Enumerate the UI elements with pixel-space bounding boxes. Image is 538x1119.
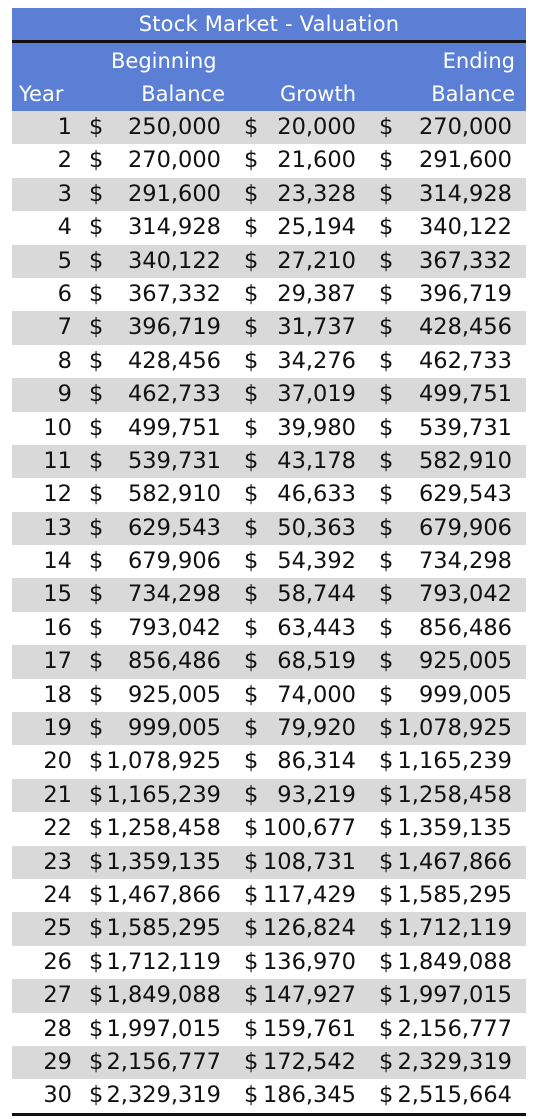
year-cell: 20 — [43, 748, 72, 775]
table-row — [12, 445, 526, 478]
year-cell: 17 — [43, 648, 72, 675]
beginning-currency-symbol: $ — [89, 447, 104, 474]
ending-balance-cell: 1,585,295 — [397, 881, 512, 908]
ending-currency-symbol: $ — [379, 715, 394, 742]
ending-currency-symbol: $ — [379, 180, 394, 207]
growth-cell: 108,731 — [262, 848, 356, 875]
beginning-currency-symbol: $ — [89, 848, 104, 875]
beginning-currency-symbol: $ — [89, 581, 104, 608]
growth-currency-symbol: $ — [244, 581, 259, 608]
table-row — [12, 512, 526, 545]
year-cell: 8 — [57, 347, 72, 374]
table-row — [12, 378, 526, 411]
year-cell: 18 — [43, 681, 72, 708]
beginning-currency-symbol: $ — [89, 948, 104, 975]
header-ending-bottom: Balance — [431, 82, 515, 106]
growth-cell: 25,194 — [277, 214, 356, 241]
beginning-balance-cell: 1,258,458 — [106, 815, 221, 842]
growth-cell: 20,000 — [277, 114, 356, 140]
growth-currency-symbol: $ — [244, 948, 259, 975]
growth-currency-symbol: $ — [244, 681, 259, 708]
growth-currency-symbol: $ — [244, 114, 259, 140]
ending-currency-symbol: $ — [379, 514, 394, 541]
growth-cell: 159,761 — [262, 1015, 356, 1042]
table-row — [12, 912, 526, 945]
table-row — [12, 745, 526, 778]
ending-balance-cell: 499,751 — [418, 381, 512, 408]
growth-currency-symbol: $ — [244, 147, 259, 174]
beginning-balance-cell: 856,486 — [127, 648, 221, 675]
beginning-currency-symbol: $ — [89, 481, 104, 508]
table-row — [12, 144, 526, 177]
beginning-balance-cell: 2,156,777 — [106, 1048, 221, 1075]
year-cell: 26 — [43, 948, 72, 975]
ending-currency-symbol: $ — [379, 915, 394, 942]
bottom-divider — [12, 1113, 526, 1116]
header-year: Year — [19, 82, 64, 106]
year-cell: 1 — [57, 114, 72, 140]
growth-currency-symbol: $ — [244, 514, 259, 541]
ending-balance-cell: 925,005 — [418, 648, 512, 675]
table-row — [12, 712, 526, 745]
ending-currency-symbol: $ — [379, 1015, 394, 1042]
growth-currency-symbol: $ — [244, 614, 259, 641]
ending-currency-symbol: $ — [379, 948, 394, 975]
year-cell: 13 — [43, 514, 72, 541]
ending-balance-cell: 2,156,777 — [397, 1015, 512, 1042]
beginning-balance-cell: 679,906 — [127, 548, 221, 575]
ending-balance-cell: 1,359,135 — [397, 815, 512, 842]
table-row — [12, 645, 526, 678]
growth-cell: 21,600 — [277, 147, 356, 174]
ending-balance-cell: 629,543 — [418, 481, 512, 508]
ending-currency-symbol: $ — [379, 815, 394, 842]
beginning-balance-cell: 925,005 — [127, 681, 221, 708]
beginning-balance-cell: 2,329,319 — [106, 1082, 221, 1109]
ending-currency-symbol: $ — [379, 314, 394, 341]
ending-currency-symbol: $ — [379, 447, 394, 474]
ending-balance-cell: 291,600 — [418, 147, 512, 174]
table-row — [12, 111, 526, 144]
beginning-balance-cell: 250,000 — [127, 114, 221, 140]
ending-currency-symbol: $ — [379, 114, 394, 140]
growth-cell: 172,542 — [262, 1048, 356, 1075]
growth-cell: 50,363 — [277, 514, 356, 541]
ending-currency-symbol: $ — [379, 147, 394, 174]
beginning-balance-cell: 1,712,119 — [106, 948, 221, 975]
table-row — [12, 412, 526, 445]
beginning-balance-cell: 999,005 — [127, 715, 221, 742]
ending-balance-cell: 270,000 — [418, 114, 512, 140]
table-row — [12, 478, 526, 511]
beginning-balance-cell: 1,078,925 — [106, 748, 221, 775]
table-row — [12, 812, 526, 845]
beginning-currency-symbol: $ — [89, 715, 104, 742]
beginning-currency-symbol: $ — [89, 414, 104, 441]
ending-balance-cell: 856,486 — [418, 614, 512, 641]
growth-currency-symbol: $ — [244, 815, 259, 842]
beginning-balance-cell: 1,997,015 — [106, 1015, 221, 1042]
table-row — [12, 1013, 526, 1046]
beginning-currency-symbol: $ — [89, 881, 104, 908]
beginning-currency-symbol: $ — [89, 280, 104, 307]
growth-currency-symbol: $ — [244, 848, 259, 875]
beginning-currency-symbol: $ — [89, 1048, 104, 1075]
ending-currency-symbol: $ — [379, 614, 394, 641]
growth-cell: 54,392 — [277, 548, 356, 575]
header-growth: Growth — [280, 82, 357, 106]
year-cell: 4 — [57, 214, 72, 241]
ending-balance-cell: 539,731 — [418, 414, 512, 441]
growth-cell: 86,314 — [277, 748, 356, 775]
column-header-band — [12, 43, 526, 111]
table-row — [12, 1079, 526, 1112]
growth-cell: 93,219 — [277, 781, 356, 808]
ending-currency-symbol: $ — [379, 781, 394, 808]
table-row — [12, 1046, 526, 1079]
ending-currency-symbol: $ — [379, 1048, 394, 1075]
table-row — [12, 679, 526, 712]
beginning-balance-cell: 428,456 — [127, 347, 221, 374]
growth-currency-symbol: $ — [244, 414, 259, 441]
year-cell: 23 — [43, 848, 72, 875]
ending-currency-symbol: $ — [379, 1082, 394, 1109]
beginning-currency-symbol: $ — [89, 114, 104, 140]
ending-balance-cell: 428,456 — [418, 314, 512, 341]
ending-currency-symbol: $ — [379, 648, 394, 675]
beginning-currency-symbol: $ — [89, 147, 104, 174]
beginning-balance-cell: 793,042 — [127, 614, 221, 641]
growth-cell: 27,210 — [277, 247, 356, 274]
growth-currency-symbol: $ — [244, 180, 259, 207]
growth-cell: 29,387 — [277, 280, 356, 307]
growth-currency-symbol: $ — [244, 214, 259, 241]
beginning-balance-cell: 1,359,135 — [106, 848, 221, 875]
year-cell: 24 — [43, 881, 72, 908]
beginning-currency-symbol: $ — [89, 1015, 104, 1042]
year-cell: 12 — [43, 481, 72, 508]
beginning-currency-symbol: $ — [89, 815, 104, 842]
table-row — [12, 545, 526, 578]
header-beginning-top: Beginning — [111, 49, 217, 73]
beginning-balance-cell: 340,122 — [127, 247, 221, 274]
beginning-currency-symbol: $ — [89, 180, 104, 207]
beginning-balance-cell: 314,928 — [127, 214, 221, 241]
growth-cell: 43,178 — [277, 447, 356, 474]
ending-currency-symbol: $ — [379, 681, 394, 708]
table-title: Stock Market - Valuation — [12, 8, 526, 40]
ending-currency-symbol: $ — [379, 548, 394, 575]
ending-balance-cell: 2,515,664 — [397, 1082, 512, 1109]
year-cell: 27 — [43, 982, 72, 1009]
table-row — [12, 979, 526, 1012]
ending-currency-symbol: $ — [379, 280, 394, 307]
ending-balance-cell: 999,005 — [418, 681, 512, 708]
ending-balance-cell: 396,719 — [418, 280, 512, 307]
growth-currency-symbol: $ — [244, 915, 259, 942]
growth-currency-symbol: $ — [244, 1015, 259, 1042]
year-cell: 28 — [43, 1015, 72, 1042]
year-cell: 29 — [43, 1048, 72, 1075]
growth-cell: 23,328 — [277, 180, 356, 207]
header-beginning-bottom: Balance — [141, 82, 225, 106]
growth-currency-symbol: $ — [244, 715, 259, 742]
beginning-currency-symbol: $ — [89, 347, 104, 374]
year-cell: 30 — [43, 1082, 72, 1109]
year-cell: 25 — [43, 915, 72, 942]
year-cell: 9 — [57, 381, 72, 408]
growth-currency-symbol: $ — [244, 314, 259, 341]
growth-cell: 126,824 — [262, 915, 356, 942]
beginning-currency-symbol: $ — [89, 548, 104, 575]
table-row — [12, 578, 526, 611]
beginning-balance-cell: 539,731 — [127, 447, 221, 474]
table-row — [12, 178, 526, 211]
ending-balance-cell: 462,733 — [418, 347, 512, 374]
growth-currency-symbol: $ — [244, 781, 259, 808]
beginning-currency-symbol: $ — [89, 514, 104, 541]
year-cell: 10 — [43, 414, 72, 441]
growth-currency-symbol: $ — [244, 481, 259, 508]
ending-balance-cell: 1,712,119 — [397, 915, 512, 942]
ending-currency-symbol: $ — [379, 247, 394, 274]
beginning-currency-symbol: $ — [89, 781, 104, 808]
growth-currency-symbol: $ — [244, 381, 259, 408]
growth-currency-symbol: $ — [244, 1048, 259, 1075]
beginning-currency-symbol: $ — [89, 681, 104, 708]
growth-currency-symbol: $ — [244, 648, 259, 675]
growth-currency-symbol: $ — [244, 548, 259, 575]
ending-balance-cell: 734,298 — [418, 548, 512, 575]
header-ending-top: Ending — [442, 49, 515, 73]
beginning-balance-cell: 270,000 — [127, 147, 221, 174]
ending-currency-symbol: $ — [379, 381, 394, 408]
growth-cell: 186,345 — [262, 1082, 356, 1109]
beginning-currency-symbol: $ — [89, 915, 104, 942]
table-row — [12, 946, 526, 979]
growth-currency-symbol: $ — [244, 447, 259, 474]
year-cell: 11 — [43, 447, 72, 474]
beginning-currency-symbol: $ — [89, 214, 104, 241]
beginning-balance-cell: 1,585,295 — [106, 915, 221, 942]
growth-cell: 100,677 — [262, 815, 356, 842]
beginning-balance-cell: 734,298 — [127, 581, 221, 608]
year-cell: 6 — [57, 280, 72, 307]
growth-currency-symbol: $ — [244, 280, 259, 307]
beginning-balance-cell: 499,751 — [127, 414, 221, 441]
year-cell: 3 — [57, 180, 72, 207]
growth-cell: 136,970 — [262, 948, 356, 975]
beginning-currency-symbol: $ — [89, 247, 104, 274]
growth-currency-symbol: $ — [244, 247, 259, 274]
ending-balance-cell: 367,332 — [418, 247, 512, 274]
table-row — [12, 245, 526, 278]
beginning-balance-cell: 396,719 — [127, 314, 221, 341]
table-row — [12, 846, 526, 879]
ending-balance-cell: 582,910 — [418, 447, 512, 474]
year-cell: 5 — [57, 247, 72, 274]
table-row — [12, 612, 526, 645]
ending-currency-symbol: $ — [379, 481, 394, 508]
growth-cell: 39,980 — [277, 414, 356, 441]
table-row — [12, 211, 526, 244]
year-cell: 19 — [43, 715, 72, 742]
ending-currency-symbol: $ — [379, 881, 394, 908]
growth-cell: 37,019 — [277, 381, 356, 408]
ending-currency-symbol: $ — [379, 347, 394, 374]
ending-balance-cell: 1,078,925 — [397, 715, 512, 742]
ending-balance-cell: 1,997,015 — [397, 982, 512, 1009]
beginning-currency-symbol: $ — [89, 1082, 104, 1109]
beginning-balance-cell: 1,467,866 — [106, 881, 221, 908]
beginning-balance-cell: 367,332 — [127, 280, 221, 307]
ending-balance-cell: 340,122 — [418, 214, 512, 241]
growth-cell: 58,744 — [277, 581, 356, 608]
ending-currency-symbol: $ — [379, 982, 394, 1009]
beginning-balance-cell: 1,849,088 — [106, 982, 221, 1009]
year-cell: 21 — [43, 781, 72, 808]
ending-balance-cell: 314,928 — [418, 180, 512, 207]
growth-cell: 31,737 — [277, 314, 356, 341]
beginning-currency-symbol: $ — [89, 381, 104, 408]
table-row — [12, 311, 526, 344]
growth-cell: 79,920 — [277, 715, 356, 742]
ending-currency-symbol: $ — [379, 214, 394, 241]
year-cell: 16 — [43, 614, 72, 641]
beginning-balance-cell: 629,543 — [127, 514, 221, 541]
beginning-balance-cell: 462,733 — [127, 381, 221, 408]
table-row — [12, 879, 526, 912]
growth-cell: 68,519 — [277, 648, 356, 675]
year-cell: 15 — [43, 581, 72, 608]
ending-balance-cell: 1,849,088 — [397, 948, 512, 975]
growth-currency-symbol: $ — [244, 982, 259, 1009]
year-cell: 22 — [43, 815, 72, 842]
year-cell: 14 — [43, 548, 72, 575]
ending-currency-symbol: $ — [379, 848, 394, 875]
table-row — [12, 779, 526, 812]
beginning-balance-cell: 582,910 — [127, 481, 221, 508]
year-cell: 2 — [57, 147, 72, 174]
ending-currency-symbol: $ — [379, 414, 394, 441]
growth-currency-symbol: $ — [244, 748, 259, 775]
ending-balance-cell: 1,258,458 — [397, 781, 512, 808]
table-row — [12, 278, 526, 311]
growth-cell: 147,927 — [262, 982, 356, 1009]
ending-balance-cell: 1,467,866 — [397, 848, 512, 875]
ending-currency-symbol: $ — [379, 581, 394, 608]
beginning-balance-cell: 291,600 — [127, 180, 221, 207]
beginning-currency-symbol: $ — [89, 314, 104, 341]
growth-currency-symbol: $ — [244, 881, 259, 908]
beginning-currency-symbol: $ — [89, 614, 104, 641]
ending-balance-cell: 2,329,319 — [397, 1048, 512, 1075]
growth-cell: 74,000 — [277, 681, 356, 708]
growth-currency-symbol: $ — [244, 1082, 259, 1109]
growth-cell: 34,276 — [277, 347, 356, 374]
table-row — [12, 345, 526, 378]
beginning-currency-symbol: $ — [89, 648, 104, 675]
ending-balance-cell: 1,165,239 — [397, 748, 512, 775]
growth-cell: 117,429 — [262, 881, 356, 908]
growth-cell: 46,633 — [277, 481, 356, 508]
ending-currency-symbol: $ — [379, 748, 394, 775]
ending-balance-cell: 793,042 — [418, 581, 512, 608]
ending-balance-cell: 679,906 — [418, 514, 512, 541]
beginning-currency-symbol: $ — [89, 982, 104, 1009]
beginning-currency-symbol: $ — [89, 748, 104, 775]
growth-cell: 63,443 — [277, 614, 356, 641]
growth-currency-symbol: $ — [244, 347, 259, 374]
table-body — [12, 111, 526, 1113]
year-cell: 7 — [57, 314, 72, 341]
beginning-balance-cell: 1,165,239 — [106, 781, 221, 808]
